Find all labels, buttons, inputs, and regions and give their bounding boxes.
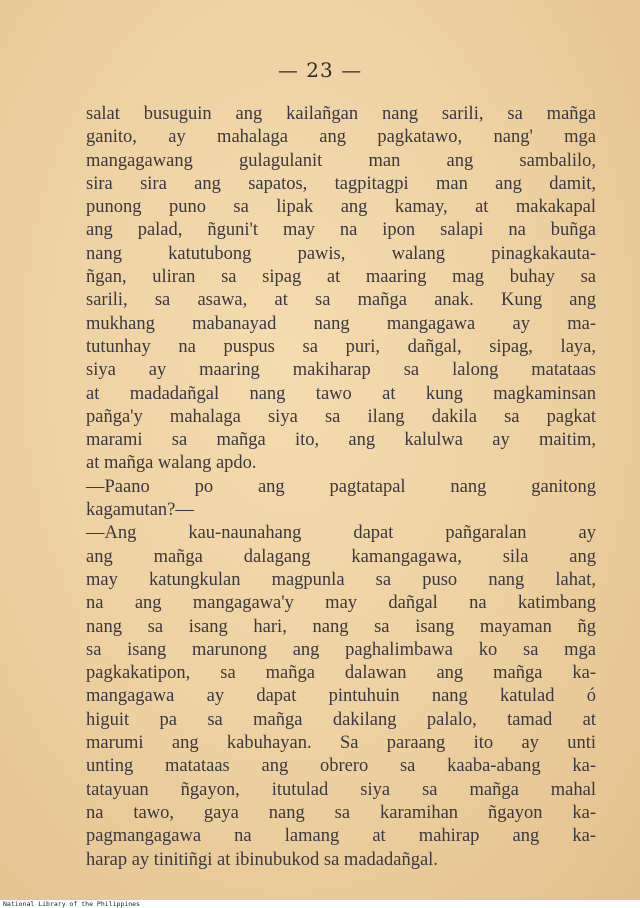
library-credit: National Library of the Philippines [3,900,140,908]
text-line: salat busuguin ang kailañgan nang sarili, sa mañga [86,104,596,124]
text-line: —Paano po ang pagtatapal nang ganitong [86,476,596,497]
text-line: punong puno sa lipak ang kamay, at makakapal [86,197,596,218]
text-line: pagmangagawa na lamang at mahirap ang ka- [86,826,596,847]
text-line: ñgan, uliran sa sipag at maaring mag buhay sa [86,267,596,288]
text-line: siya ay maaring makiharap sa lalong matataas [86,360,596,381]
text-line: marami sa mañga ito, ang kalulwa ay maitim, [86,430,596,451]
text-line: ang mañga dalagang kamangagawa, sila ang [86,546,596,567]
text-line: sarili, sa asawa, at sa mañga anak. Kung ang [86,290,596,311]
page-number: — 23 — [277,58,363,82]
text-line: marumi ang kabuhayan. Sa paraang ito ay unti [86,733,596,754]
text-line: pagkakatipon, sa mañga dalawan ang mañga ka- [86,663,596,684]
text-line: na ang mangagawa'y may dañgal na katimbang [86,593,596,614]
text-line: unting matataas ang obrero sa kaaba-abang ka- [86,756,596,777]
text-line: tutunhay na puspus sa puri, dañgal, sipag, laya, [86,336,596,357]
text-line: mangagawa ay dapat pintuhuin nang katulad ó [86,686,596,707]
text-line: mangagawang gulagulanit man ang sambalilo, [86,150,596,171]
text-line: na tawo, gaya nang sa karamihan ñgayon ka- [86,802,596,823]
text-line: mukhang mabanayad nang mangagawa ay ma- [86,313,596,334]
text-line: higuit pa sa mañga dakilang palalo, tamad at [86,709,596,730]
text-line: ganito, ay mahalaga ang pagkatawo, nang' mga [86,127,596,148]
text-line: may katungkulan magpunla sa puso nang lahat, [86,569,596,590]
text-line: pañga'y mahalaga siya sa ilang dakila sa pagkat [86,406,596,427]
text-line: nang sa isang hari, nang sa isang mayaman ñg [86,616,596,637]
body-text [86,103,596,872]
text-line: nang katutubong pawis, walang pinagkakauta- [86,243,596,264]
text-line: —Ang kau-naunahang dapat pañgaralan ay [86,523,596,544]
text-line: ang palad, ñguni't may na ipon salapi na buñga [86,220,596,241]
text-line: tatayuan ñgayon, itutulad siya sa mañga mahal [86,779,596,800]
text-line: kagamutan?— [86,500,194,521]
text-line: harap ay tinitiñgi at ibinubukod sa madadañgal. [86,849,438,870]
text-line: at mañga walang apdo. [86,453,257,474]
text-line: sa isang marunong ang paghalimbawa ko sa mga [86,639,596,660]
text-line: at madadañgal nang tawo at kung magkaminsan [86,383,596,404]
text-line: sira sira ang sapatos, tagpitagpi man ang damit, [86,173,596,194]
